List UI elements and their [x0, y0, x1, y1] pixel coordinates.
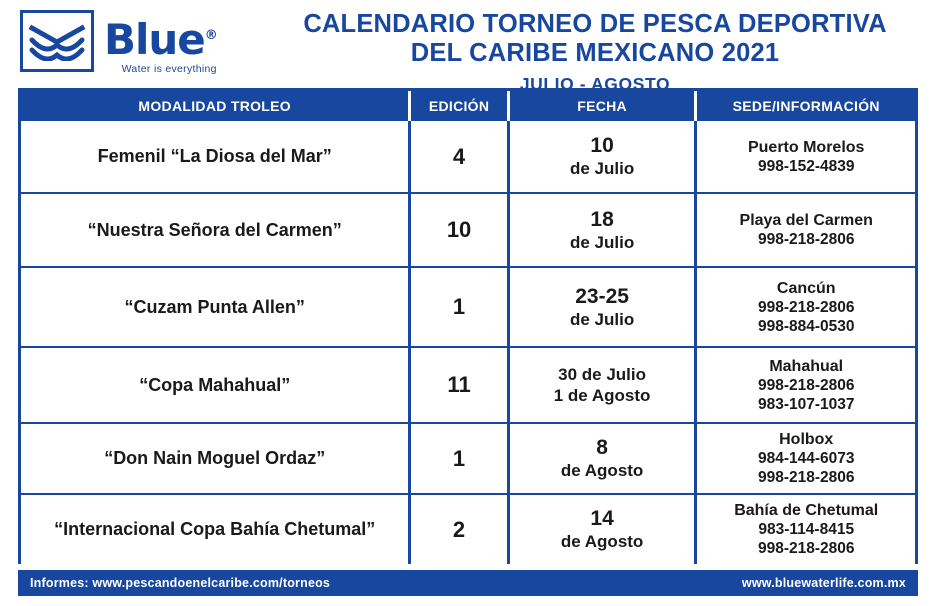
footer-info-link[interactable]: Informes: www.pescandoenelcaribe.com/torneos [30, 576, 331, 590]
cell-fecha [508, 423, 696, 494]
title-line-2: DEL CARIBE MEXICANO 2021 [410, 39, 780, 67]
cell-modalidad: “Nuestra Señora del Carmen” [21, 193, 410, 267]
table-row [21, 347, 915, 423]
fecha-primary: 23-25 [575, 284, 629, 308]
sede-place: Holbox [779, 431, 834, 448]
sede-place: Bahía de Chetumal [734, 502, 879, 519]
cell-sede [696, 494, 915, 564]
table-row [21, 267, 915, 347]
sede-place: Puerto Morelos [747, 138, 865, 156]
cell-edicion: 11 [410, 347, 508, 423]
cell-sede [696, 423, 915, 494]
cell-fecha [508, 121, 696, 193]
sede-place: Mahahual [769, 357, 844, 375]
cell-fecha [508, 267, 696, 347]
cell-edicion: 1 [410, 267, 508, 347]
cell-modalidad: “Copa Mahahual” [21, 347, 410, 423]
brand-text [104, 10, 217, 75]
sede-phone: 998-218-2806 [757, 231, 855, 248]
table-body [21, 121, 915, 564]
cell-sede [696, 193, 915, 267]
table-row [21, 423, 915, 494]
sede-phone: 998-152-4839 [757, 157, 855, 175]
table-row [21, 193, 915, 267]
sede-phone: 998-218-2806 [757, 376, 855, 394]
cell-sede [696, 347, 915, 423]
brand-logo [20, 6, 290, 75]
sede-phone: 984-144-6073 [757, 450, 855, 467]
brand-wordmark [104, 14, 217, 62]
fecha-secondary: 1 de Agosto [553, 386, 651, 405]
sede-place: Playa del Carmen [739, 212, 873, 229]
title-subtitle: JULIO - AGOSTO [519, 74, 671, 94]
table-row [21, 494, 915, 564]
table-row [21, 121, 915, 193]
cell-modalidad: “Don Nain Moguel Ordaz” [21, 423, 410, 494]
header [0, 0, 936, 94]
brand-tagline: Water is everything [121, 63, 217, 75]
column-header-edicion: EDICIÓN [410, 91, 508, 121]
sede-phone: 983-114-8415 [758, 521, 855, 538]
registered-mark: ® [204, 28, 217, 43]
cell-fecha [508, 193, 696, 267]
sede-phone: 998-218-2806 [757, 298, 855, 316]
footer-bar [18, 570, 918, 596]
fecha-secondary: de Agosto [560, 461, 644, 480]
column-header-sede: SEDE/INFORMACIÓN [696, 91, 915, 121]
column-header-modalidad: MODALIDAD TROLEO [21, 91, 410, 121]
fecha-secondary: de Julio [569, 232, 635, 252]
page-title [290, 6, 920, 95]
footer-website-link[interactable]: www.bluewaterlife.com.mx [741, 576, 906, 590]
fecha-primary: 8 [596, 436, 608, 459]
cell-edicion: 4 [410, 121, 508, 193]
fecha-primary: 18 [590, 207, 614, 231]
cell-sede [696, 121, 915, 193]
sede-phone: 998-218-2806 [757, 469, 855, 486]
fecha-secondary: de Julio [569, 159, 635, 178]
cell-edicion: 2 [410, 494, 508, 564]
brand-word: Blue [104, 15, 205, 64]
sede-phone: 998-884-0530 [757, 317, 855, 335]
fecha-primary: 30 de Julio [558, 365, 647, 384]
cell-edicion: 1 [410, 423, 508, 494]
calendar-table [21, 91, 915, 564]
sede-phone: 983-107-1037 [757, 395, 855, 413]
title-line-1: CALENDARIO TORNEO DE PESCA DEPORTIVA [303, 10, 887, 38]
cell-modalidad: “Cuzam Punta Allen” [21, 267, 410, 347]
sede-phone: 998-218-2806 [757, 540, 855, 557]
cell-sede [696, 267, 915, 347]
cell-fecha [508, 494, 696, 564]
cell-modalidad: Femenil “La Diosa del Mar” [21, 121, 410, 193]
fecha-secondary: de Agosto [560, 532, 644, 551]
sede-place: Cancún [776, 279, 836, 297]
wave-icon [20, 10, 94, 72]
cell-edicion: 10 [410, 193, 508, 267]
cell-modalidad: “Internacional Copa Bahía Chetumal” [21, 494, 410, 564]
cell-fecha [508, 347, 696, 423]
fecha-primary: 14 [590, 507, 614, 530]
fecha-secondary: de Julio [569, 309, 635, 329]
fecha-primary: 10 [590, 134, 614, 157]
calendar-table-wrapper [18, 88, 918, 564]
table-header-row [21, 91, 915, 121]
column-header-fecha: FECHA [508, 91, 696, 121]
